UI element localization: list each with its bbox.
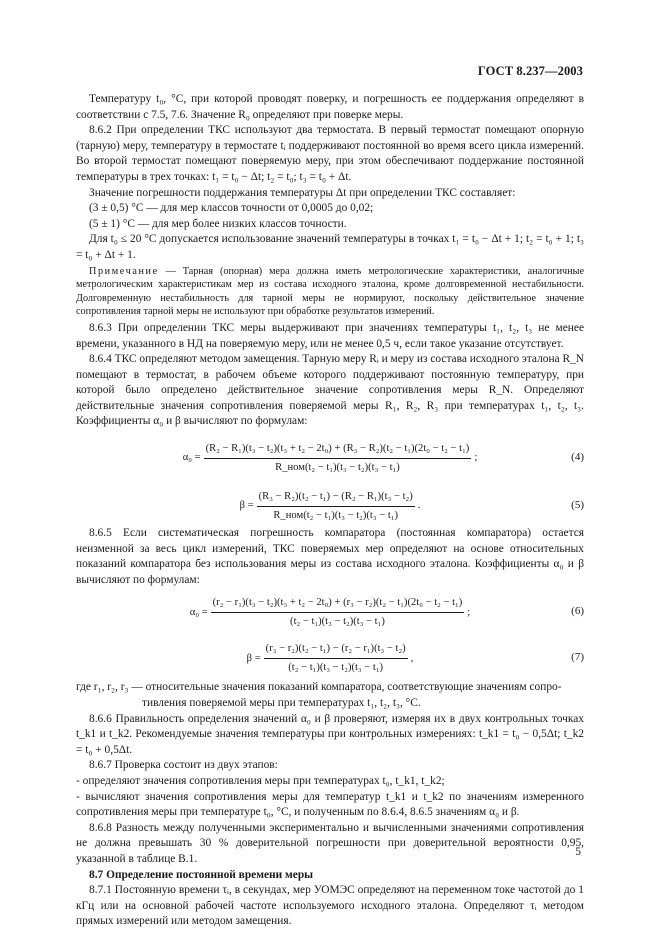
formula-7-denominator: (t₂ − t₁)(t₃ − t₂)(t₃ − t₁) — [288, 661, 384, 673]
formula-5-lhs: β = — [239, 500, 254, 512]
paragraph-error-item-2: (5 ± 1) °С — для мер более низких классов точности. — [89, 217, 347, 230]
paragraph-error-intro: Значение погрешности поддержания температуры Δt при определении ТКС составляет: — [89, 186, 516, 199]
formula-5-fraction — [257, 489, 415, 523]
formula-7-numerator: (r₃ − r₂)(t₂ − t₁) − (r₂ − r₁)(t₃ − t₂) — [264, 641, 408, 659]
formula-6 — [76, 590, 584, 634]
paragraph-8-7-1: 8.7.1 Постоянную времени τᵢ, в секундах, мер УОМЭС определяют на переменном токе частотой до 1 кГц или на основной рабочей частоте используемого исходного эталона. Определяют τᵢ методом прямых измерений или методом замещения. — [76, 884, 584, 928]
formula-5-numerator: (R₃ − R₂)(t₂ − t₁) − (R₂ − R₁)(t₃ − t₂) — [257, 489, 415, 507]
note-label: Примечание — [89, 265, 159, 277]
paragraph-8-6-4: 8.6.4 ТКС определяют методом замещения. Тарную меру Rᵢ и меру из состава исходного эталона R_N помещают в термостат, в рабочем объеме которого поддерживают постоянную температуру, при которой было определено действительное значение сопротивления меры R_N. Определяют действительные значения сопротивления поверяемой меры R₁, R₂, R₃ при температурах t₁, t₂, t₃. Коэффициенты α₀ и β вычисляют по формулам: — [76, 353, 584, 428]
formula-4-number: (4) — [571, 451, 584, 464]
paragraph-8-6-8: 8.6.8 Разность между полученными экспериментально и вычисленными значениями сопротивления не должна превышать 30 % доверительной погрешности при доверительной вероятности 0,95, указанной в таблице В.1. — [76, 821, 584, 865]
formula-5-tail: . — [417, 500, 421, 512]
section-heading-8-7: 8.7 Определение постоянной времени меры — [89, 868, 314, 881]
paragraph-8-6-2: 8.6.2 При определении ТКС используют два термостата. В первый термостат помещают опорную (тарную) меру, температуру в термостате tᵢ поддерживают постоянной во время всего цикла измерений. Во второй термостат помещают поверяемую меру, при этом обеспечивают поддержание постоянной температуры в трех точках: t₁ = t₀ − Δt; t₂ = t₀; t₃ = t₀ + Δt. — [76, 124, 584, 183]
list-item-step-1: - определяют значения сопротивления меры при температурах t₀, t_k1, t_k2; — [76, 775, 445, 787]
formula-4-tail: ; — [474, 452, 478, 464]
formula-4-lhs: α₀ = — [182, 452, 201, 464]
formula-4-fraction — [204, 441, 472, 475]
paragraph-error-item-1: (3 ± 0,5) °С — для мер классов точности от 0,0005 до 0,02; — [89, 202, 374, 215]
paragraph-8-6-7: 8.6.7 Проверка состоит из двух этапов: — [89, 759, 278, 772]
formula-6-lhs: α₀ = — [189, 606, 208, 618]
formula-7-tail: , — [410, 652, 414, 664]
formula-6-fraction — [211, 595, 465, 629]
paragraph-8-6-5: 8.6.5 Если систематическая погрешность компаратора (постоянная компаратора) остается неизменной за весь цикл измерений, ТКС поверяемых мер определяют на основе относительных показаний компаратора без использования меры из состава исходного эталона. Коэффициенты α₀ и β вычисляют по формулам: — [76, 527, 584, 586]
formula-6-number: (6) — [571, 605, 584, 618]
formula-7-number: (7) — [571, 651, 584, 664]
formula-6-tail: ; — [467, 606, 471, 618]
formula-6-denominator: (t₂ − t₁)(t₃ − t₂)(t₃ − t₁) — [290, 615, 385, 627]
formula-7 — [76, 636, 584, 680]
formula-5-number: (5) — [571, 499, 584, 512]
paragraph-8-6-3: 8.6.3 При определении ТКС меры выдерживают при значениях температуры t₁, t₂, t₃ не менее времени, указанного в НД на поверяемую меру, или не менее 0,5 ч, если такое указание отсутствует. — [76, 321, 584, 350]
formula-7-lhs: β = — [246, 652, 261, 664]
formula-5-denominator: R_ном(t₂ − t₁)(t₃ − t₂)(t₃ − t₁) — [273, 509, 398, 521]
where-clause: где r₁, r₂, r₃ — относительные значения показаний компаратора, соответствующие значениям сопро- — [76, 681, 562, 694]
formula-4-denominator: R_ном(t₂ − t₁)(t₃ − t₂)(t₃ − t₁) — [275, 461, 400, 473]
formula-4-numerator: (R₂ − R₁)(t₃ − t₂)(t₃ + t₂ − 2t₀) + (R₃ − R₂)(t₂ − t₁)(2t₀ − t₂ − t₁) — [204, 441, 472, 459]
standard-id-header: ГОСТ 8.237—2003 — [477, 64, 583, 78]
formula-5 — [76, 486, 584, 526]
note-text: — Тарная (опорная) мера должна иметь метрологические характеристики, аналогичные метрологическим характеристикам мер из состава исходного эталона, кроме долговременной нестабильности. Долговременную нестабильность для тарной меры не нормируют, поскольку действительное значение сопротивления тарной меры не используют при обработке результатов измерений. — [76, 265, 584, 318]
where-clause-continued: тивления поверяемой меры при температурах t₁, t₂, t₃, °С. — [142, 697, 421, 710]
formula-7-fraction — [264, 641, 408, 675]
paragraph-t0: Температуру t₀, °С, при которой проводят поверку, и погрешность ее поддержания определяют в соответствии с 7.5, 7.6. Значение R₀ определяют при поверке меры. — [76, 93, 584, 121]
formula-6-numerator: (r₂ − r₁)(t₃ − t₂)(t₃ + t₂ − 2t₀) + (r₃ − r₂)(t₂ − t₁)(2t₀ − t₂ − t₁) — [211, 595, 465, 613]
page-number: 5 — [575, 846, 581, 858]
paragraph-t0-allowance: Для t₀ ≤ 20 °С допускается использование значений температуры в точках t₁ = t₀ − Δt + 1; t₂ = t₀ + 1; t₃ = t₀ + Δt + 1. — [76, 233, 584, 261]
document-body — [76, 92, 584, 930]
formula-4 — [76, 436, 584, 480]
list-item-step-2: - вычисляют значения сопротивления меры для температур t_k1 и t_k2 по значениям измеренного сопротивления меры при температуре t₀, °С, и полученным по 8.6.4, 8.6.5 значениям α₀ и β. — [76, 790, 584, 819]
paragraph-8-6-6: 8.6.6 Правильность определения значений α₀ и β проверяют, измеряя их в двух контрольных точках t_k1 и t_k2. Рекомендуемые значения температуры при контрольных измерениях: t_k1 = t₀ − 0,5Δt; t_k2 = t₀ + 0,5Δt. — [76, 712, 584, 756]
note — [76, 265, 584, 319]
